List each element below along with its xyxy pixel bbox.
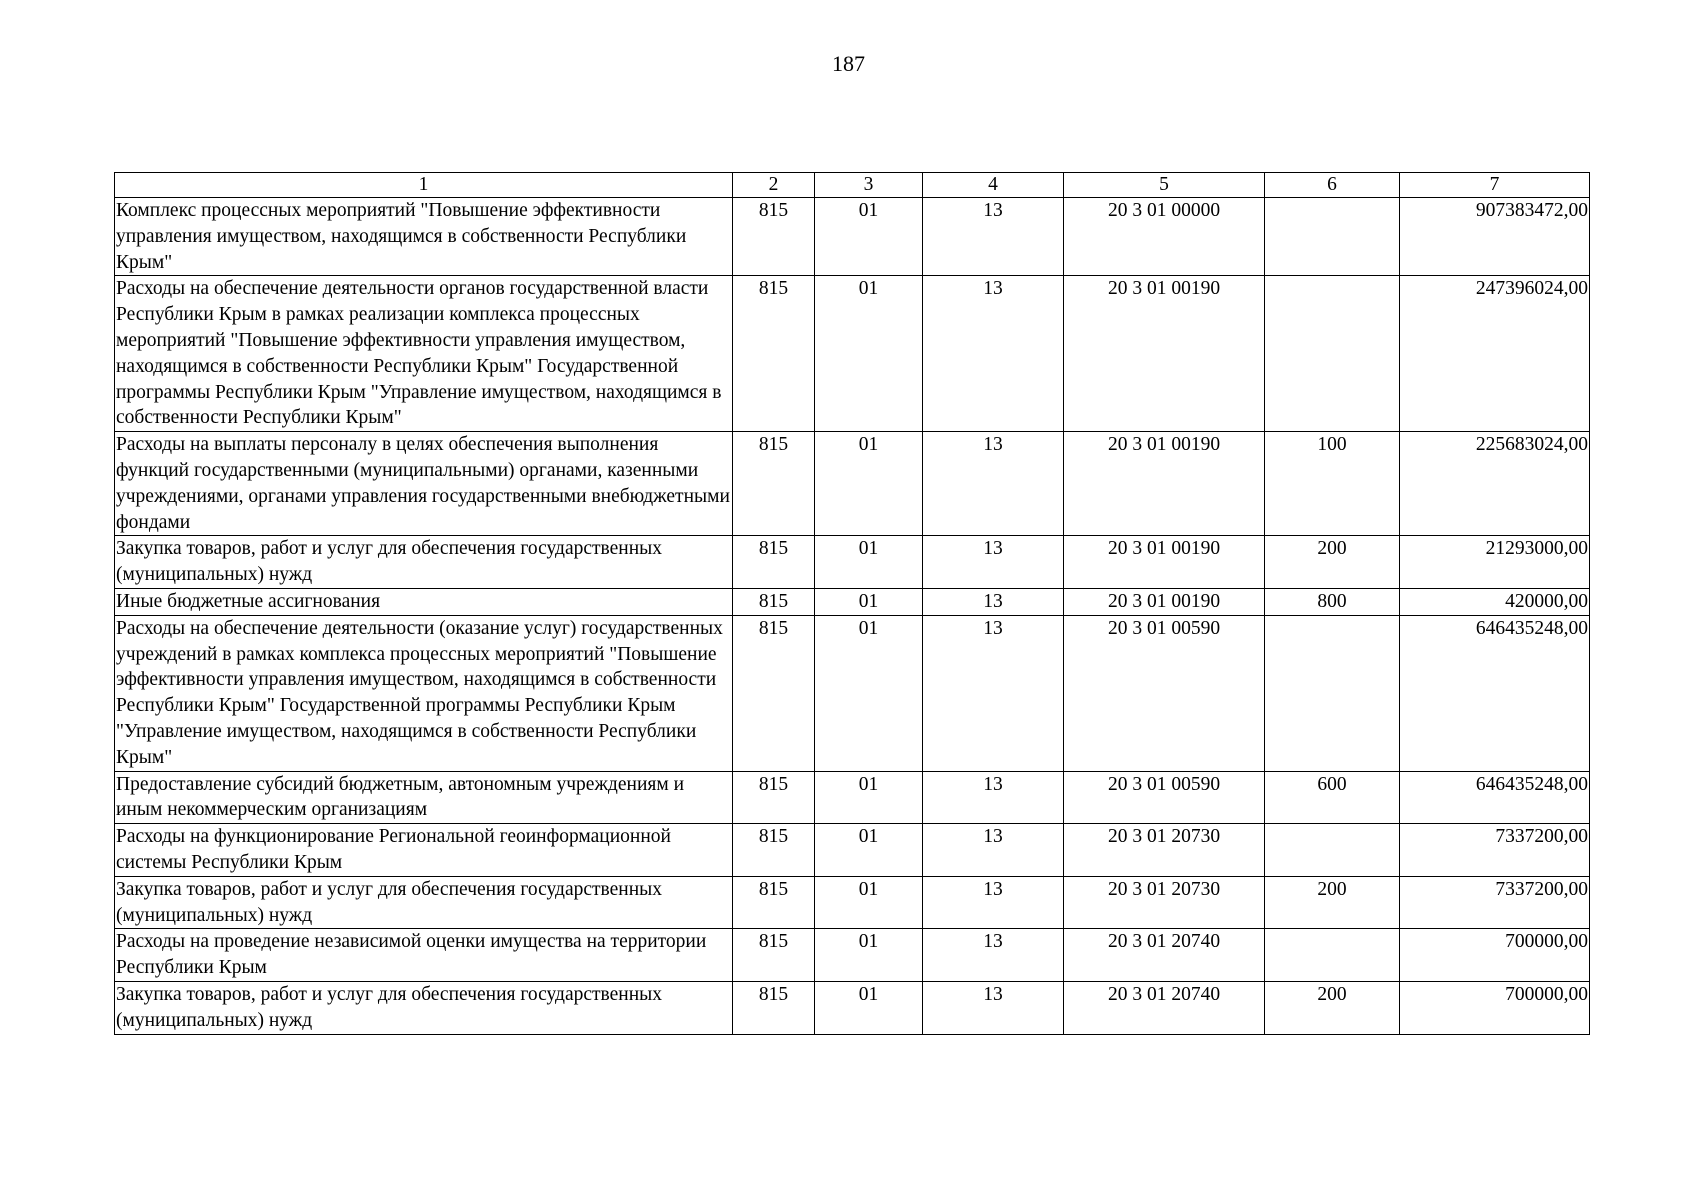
subsection-cell: 13 xyxy=(923,771,1064,824)
expense-type-cell: 200 xyxy=(1265,876,1400,929)
description-cell: Закупка товаров, работ и услуг для обеспечения государственных (муниципальных) нужд xyxy=(115,536,733,589)
table-row xyxy=(115,824,1590,877)
code-cell: 815 xyxy=(733,588,815,615)
table-row xyxy=(115,876,1590,929)
section-cell: 01 xyxy=(815,432,923,536)
code-cell: 815 xyxy=(733,536,815,589)
subsection-cell: 13 xyxy=(923,824,1064,877)
section-cell: 01 xyxy=(815,929,923,982)
table-row xyxy=(115,198,1590,276)
expense-type-cell xyxy=(1265,198,1400,276)
target-article-cell: 20 3 01 20740 xyxy=(1064,929,1265,982)
table-row xyxy=(115,276,1590,432)
target-article-cell: 20 3 01 00190 xyxy=(1064,588,1265,615)
subsection-cell: 13 xyxy=(923,929,1064,982)
description-cell: Расходы на проведение независимой оценки имущества на территории Республики Крым xyxy=(115,929,733,982)
target-article-cell: 20 3 01 20730 xyxy=(1064,824,1265,877)
section-cell: 01 xyxy=(815,198,923,276)
section-cell: 01 xyxy=(815,981,923,1034)
subsection-cell: 13 xyxy=(923,876,1064,929)
code-cell: 815 xyxy=(733,929,815,982)
expense-type-cell xyxy=(1265,824,1400,877)
subsection-cell: 13 xyxy=(923,432,1064,536)
description-cell: Закупка товаров, работ и услуг для обеспечения государственных (муниципальных) нужд xyxy=(115,981,733,1034)
description-cell: Предоставление субсидий бюджетным, автономным учреждениям и иным некоммерческим организациям xyxy=(115,771,733,824)
section-cell: 01 xyxy=(815,536,923,589)
description-cell: Расходы на обеспечение деятельности органов государственной власти Республики Крым в рамках реализации комплекса процессных мероприятий "Повышение эффективности управления имуществом, находящимся в собственности Республики Крым" Государственной программы Республики Крым "Управление имуществом, находящимся в собственности Республики Крым" xyxy=(115,276,733,432)
code-cell: 815 xyxy=(733,615,815,771)
target-article-cell: 20 3 01 20730 xyxy=(1064,876,1265,929)
table-row xyxy=(115,981,1590,1034)
expense-type-cell xyxy=(1265,615,1400,771)
expense-type-cell: 600 xyxy=(1265,771,1400,824)
description-cell: Расходы на обеспечение деятельности (оказание услуг) государственных учреждений в рамках комплекса процессных мероприятий "Повышение эффективности управления имуществом, находящимся в собственности Республики Крым" Государственной программы Республики Крым "Управление имуществом, находящимся в собственности Республики Крым" xyxy=(115,615,733,771)
target-article-cell: 20 3 01 00190 xyxy=(1064,276,1265,432)
column-header-2: 2 xyxy=(733,173,815,198)
amount-cell: 700000,00 xyxy=(1400,929,1590,982)
column-header-5: 5 xyxy=(1064,173,1265,198)
target-article-cell: 20 3 01 20740 xyxy=(1064,981,1265,1034)
section-cell: 01 xyxy=(815,588,923,615)
target-article-cell: 20 3 01 00190 xyxy=(1064,536,1265,589)
table-row xyxy=(115,615,1590,771)
subsection-cell: 13 xyxy=(923,276,1064,432)
amount-cell: 7337200,00 xyxy=(1400,824,1590,877)
subsection-cell: 13 xyxy=(923,536,1064,589)
amount-cell: 646435248,00 xyxy=(1400,615,1590,771)
description-cell: Расходы на функционирование Региональной геоинформационной системы Республики Крым xyxy=(115,824,733,877)
header-row xyxy=(115,173,1590,198)
code-cell: 815 xyxy=(733,198,815,276)
table-row xyxy=(115,432,1590,536)
section-cell: 01 xyxy=(815,276,923,432)
expense-type-cell: 800 xyxy=(1265,588,1400,615)
table-row xyxy=(115,536,1590,589)
budget-table xyxy=(114,172,1590,1035)
target-article-cell: 20 3 01 00590 xyxy=(1064,771,1265,824)
column-header-6: 6 xyxy=(1265,173,1400,198)
description-cell: Комплекс процессных мероприятий "Повышение эффективности управления имуществом, находящимся в собственности Республики Крым" xyxy=(115,198,733,276)
section-cell: 01 xyxy=(815,824,923,877)
target-article-cell: 20 3 01 00190 xyxy=(1064,432,1265,536)
code-cell: 815 xyxy=(733,876,815,929)
amount-cell: 700000,00 xyxy=(1400,981,1590,1034)
amount-cell: 420000,00 xyxy=(1400,588,1590,615)
code-cell: 815 xyxy=(733,824,815,877)
amount-cell: 21293000,00 xyxy=(1400,536,1590,589)
subsection-cell: 13 xyxy=(923,615,1064,771)
target-article-cell: 20 3 01 00000 xyxy=(1064,198,1265,276)
table-row xyxy=(115,588,1590,615)
amount-cell: 907383472,00 xyxy=(1400,198,1590,276)
expense-type-cell: 100 xyxy=(1265,432,1400,536)
amount-cell: 247396024,00 xyxy=(1400,276,1590,432)
amount-cell: 225683024,00 xyxy=(1400,432,1590,536)
section-cell: 01 xyxy=(815,876,923,929)
column-header-4: 4 xyxy=(923,173,1064,198)
section-cell: 01 xyxy=(815,615,923,771)
amount-cell: 7337200,00 xyxy=(1400,876,1590,929)
column-header-3: 3 xyxy=(815,173,923,198)
subsection-cell: 13 xyxy=(923,981,1064,1034)
column-header-7: 7 xyxy=(1400,173,1590,198)
section-cell: 01 xyxy=(815,771,923,824)
table-row xyxy=(115,929,1590,982)
description-cell: Иные бюджетные ассигнования xyxy=(115,588,733,615)
target-article-cell: 20 3 01 00590 xyxy=(1064,615,1265,771)
subsection-cell: 13 xyxy=(923,588,1064,615)
column-header-1: 1 xyxy=(115,173,733,198)
page-number: 187 xyxy=(832,51,865,76)
description-cell: Закупка товаров, работ и услуг для обеспечения государственных (муниципальных) нужд xyxy=(115,876,733,929)
code-cell: 815 xyxy=(733,981,815,1034)
amount-cell: 646435248,00 xyxy=(1400,771,1590,824)
code-cell: 815 xyxy=(733,432,815,536)
expense-type-cell xyxy=(1265,929,1400,982)
description-cell: Расходы на выплаты персоналу в целях обеспечения выполнения функций государственными (муниципальными) органами, казенными учреждениями, органами управления государственными внебюджетными фондами xyxy=(115,432,733,536)
expense-type-cell xyxy=(1265,276,1400,432)
table-row xyxy=(115,771,1590,824)
code-cell: 815 xyxy=(733,276,815,432)
subsection-cell: 13 xyxy=(923,198,1064,276)
expense-type-cell: 200 xyxy=(1265,981,1400,1034)
expense-type-cell: 200 xyxy=(1265,536,1400,589)
code-cell: 815 xyxy=(733,771,815,824)
